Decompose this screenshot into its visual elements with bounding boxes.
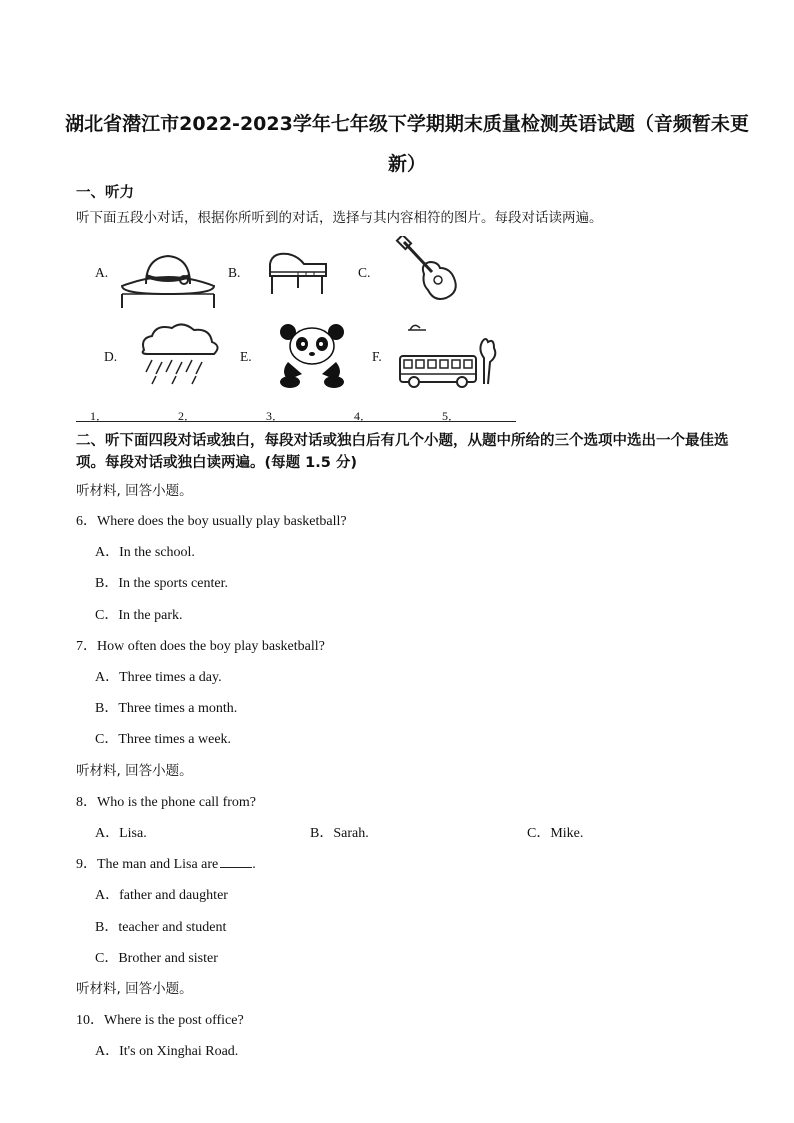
- panda-icon: [274, 322, 350, 393]
- q10-option-a[interactable]: A．It's on Xinghai Road.: [95, 1044, 239, 1059]
- picture-label-c: C.: [358, 265, 371, 280]
- q8-option-a[interactable]: A．Lisa.: [95, 826, 147, 841]
- q9-option-a[interactable]: A．father and daughter: [95, 888, 228, 903]
- q6-option-c[interactable]: C．In the park.: [95, 608, 183, 623]
- question-8: 8．Who is the phone call from?: [76, 795, 257, 810]
- answer-blanks: [76, 407, 516, 422]
- q8-option-b[interactable]: B．Sarah.: [310, 826, 369, 841]
- blank-5[interactable]: 5．: [442, 409, 461, 423]
- material-prompt: 听材料, 回答小题。: [76, 763, 193, 779]
- picture-label-b: B.: [228, 265, 241, 280]
- blank-1[interactable]: 1．: [90, 409, 109, 423]
- section-heading-dialogues: 二、听下面四段对话或独白，每段对话或独白后有几个小题，从题中所给的三个选项中选出一个最佳选项。每段对话或独白读两遍。(每题 1.5 分): [76, 433, 729, 471]
- q9-option-b[interactable]: B．teacher and student: [95, 920, 227, 935]
- section-instruction: 听下面五段小对话，根据你所听到的对话，选择与其内容相符的图片。每段对话读两遍。: [76, 210, 603, 226]
- page-title: 湖北省潜江市2022-2023学年七年级下学期期末质量检测英语试题（音频暂未更新）: [65, 113, 749, 175]
- question-10: 10．Where is the post office?: [76, 1013, 244, 1028]
- blank-2[interactable]: 2．: [178, 409, 197, 423]
- guitar-icon: [394, 236, 468, 309]
- piano-icon: [264, 248, 332, 303]
- material-prompt: 听材料, 回答小题。: [76, 483, 193, 499]
- picture-label-a: A.: [95, 265, 109, 280]
- q7-option-c[interactable]: C．Three times a week.: [95, 732, 232, 747]
- picture-label-f: F.: [372, 349, 382, 364]
- rain-cloud-icon: [136, 320, 222, 393]
- question-7: 7．How often does the boy play basketball?: [76, 639, 325, 654]
- picture-label-d: D.: [104, 349, 118, 364]
- q7-option-b[interactable]: B．Three times a month.: [95, 701, 238, 716]
- q9-option-c[interactable]: C．Brother and sister: [95, 951, 218, 966]
- blank-4[interactable]: 4．: [354, 409, 373, 423]
- bus-icon: [396, 318, 500, 395]
- question-9-stem: 9．The man and Lisa are: [76, 857, 219, 872]
- material-prompt: 听材料, 回答小题。: [76, 981, 193, 997]
- q6-option-a[interactable]: A．In the school.: [95, 545, 195, 560]
- q8-option-c[interactable]: C．Mike.: [527, 826, 584, 841]
- picture-label-e: E.: [240, 349, 252, 364]
- section-heading-listening: 一、听力: [76, 185, 134, 201]
- blank-3[interactable]: 3．: [266, 409, 285, 423]
- question-6: 6．Where does the boy usually play basketball?: [76, 514, 347, 529]
- q6-option-b[interactable]: B．In the sports center.: [95, 576, 228, 591]
- question-9-blank[interactable]: [220, 855, 252, 868]
- question-9: [76, 853, 256, 873]
- hat-icon: [118, 246, 218, 317]
- q7-option-a[interactable]: A．Three times a day.: [95, 670, 222, 685]
- question-9-stem-end: .: [252, 857, 256, 872]
